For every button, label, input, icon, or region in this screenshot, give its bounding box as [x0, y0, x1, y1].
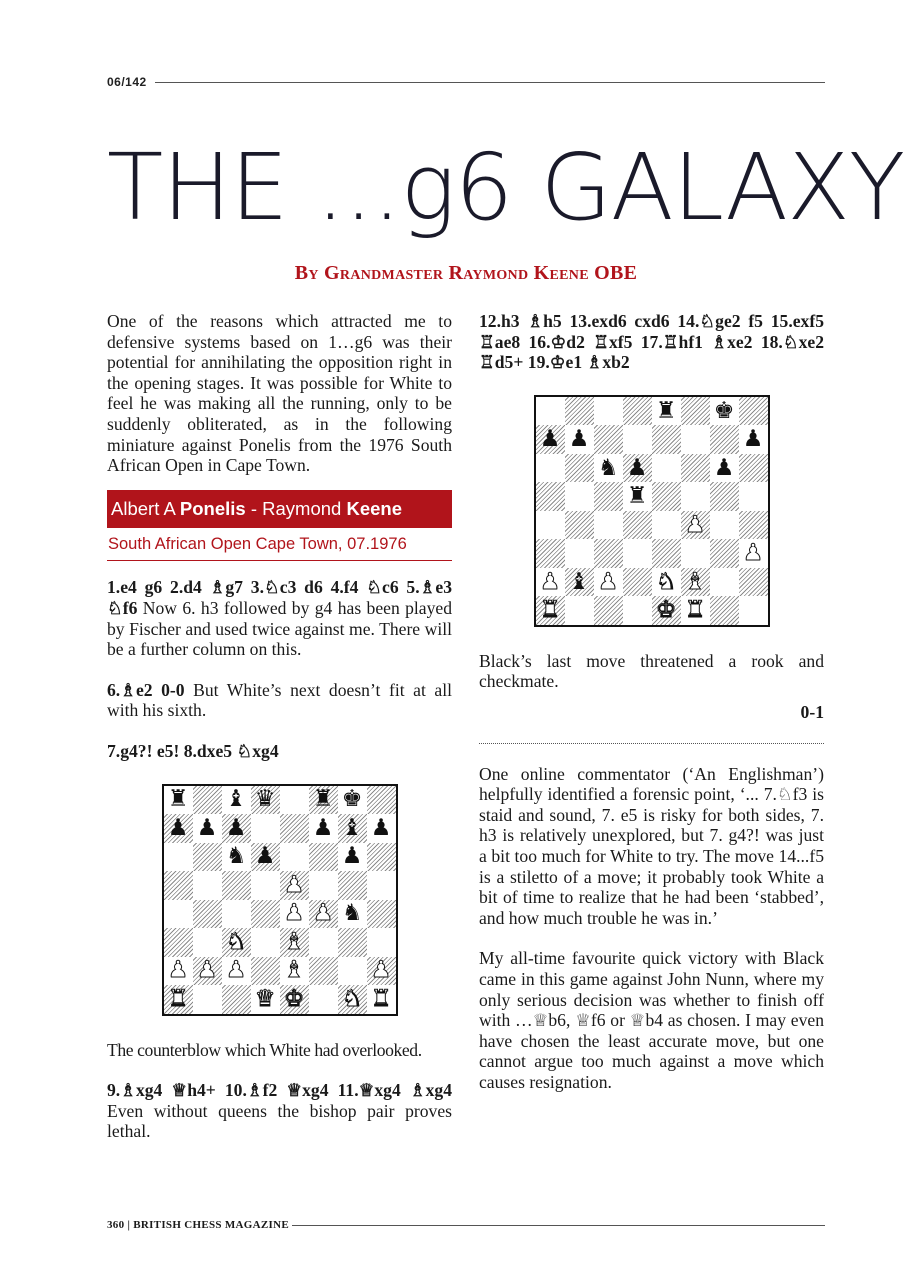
white-pawn-icon: ♟	[742, 540, 764, 567]
moves-4: 9.♗xg4 ♕h4+ 10.♗f2 ♕xg4 11.♕xg4 ♗xg4	[107, 1080, 452, 1101]
byline	[107, 262, 825, 285]
square-c6	[222, 843, 251, 872]
white-pawn-icon: ♟	[597, 568, 619, 595]
square-h6	[367, 843, 396, 872]
square-d3	[251, 928, 280, 957]
white-king-icon: ♚	[655, 597, 677, 624]
square-a6	[164, 843, 193, 872]
square-f6	[309, 843, 338, 872]
square-c8	[594, 397, 623, 426]
player-separator: - Raymond	[245, 497, 347, 519]
square-g3	[710, 539, 739, 568]
white-bishop-icon: ♝	[283, 957, 305, 984]
white-pawn-icon: ♟	[196, 957, 218, 984]
square-g6	[338, 843, 367, 872]
move-paragraph-4	[107, 1080, 452, 1142]
square-e7	[280, 814, 309, 843]
black-pawn-icon: ♟	[225, 814, 247, 841]
square-f8	[681, 397, 710, 426]
article-title: THE ...g6 GALAXY	[107, 134, 905, 241]
white-knight-icon: ♞	[225, 928, 247, 955]
square-h4	[739, 511, 768, 540]
square-a7	[164, 814, 193, 843]
left-column	[107, 311, 452, 1142]
square-g8	[338, 786, 367, 815]
square-b4	[565, 511, 594, 540]
square-d8	[623, 397, 652, 426]
square-b6	[565, 454, 594, 483]
square-f1	[309, 985, 338, 1014]
square-e6	[280, 843, 309, 872]
square-c1	[594, 596, 623, 625]
chess-diagram-2	[534, 395, 770, 627]
square-h7	[739, 425, 768, 454]
moves-3: 7.g4?! e5! 8.dxe5 ♘xg4	[107, 740, 279, 761]
black-pawn-icon: ♟	[713, 454, 735, 481]
square-f5	[681, 482, 710, 511]
white-queen-icon: ♛	[254, 985, 276, 1012]
black-queen-icon: ♛	[254, 786, 276, 813]
square-f2	[681, 568, 710, 597]
square-h2	[367, 957, 396, 986]
square-a2	[164, 957, 193, 986]
byline-text: By Grandmaster Raymond Keene OBE	[294, 262, 638, 284]
square-d6	[251, 843, 280, 872]
square-a4	[164, 900, 193, 929]
square-g2	[710, 568, 739, 597]
square-f8	[309, 786, 338, 815]
move-paragraph-5	[479, 311, 824, 373]
square-g6	[710, 454, 739, 483]
square-e6	[652, 454, 681, 483]
square-e1	[280, 985, 309, 1014]
square-h5	[367, 871, 396, 900]
square-c7	[594, 425, 623, 454]
square-f3	[309, 928, 338, 957]
square-e5	[280, 871, 309, 900]
square-b3	[565, 539, 594, 568]
square-d5	[251, 871, 280, 900]
square-c5	[594, 482, 623, 511]
square-e2	[652, 568, 681, 597]
square-f6	[681, 454, 710, 483]
square-g1	[338, 985, 367, 1014]
black-bishop-icon: ♝	[568, 568, 590, 595]
square-c8	[222, 786, 251, 815]
square-d3	[623, 539, 652, 568]
white-bishop-icon: ♝	[283, 928, 305, 955]
white-knight-icon: ♞	[655, 568, 677, 595]
black-knight-icon: ♞	[225, 843, 247, 870]
square-d5	[623, 482, 652, 511]
square-h3	[367, 928, 396, 957]
game-header	[107, 490, 452, 528]
diagram-2-wrap	[479, 395, 824, 627]
square-c2	[594, 568, 623, 597]
white-first-name: Albert A	[111, 497, 180, 519]
white-rook-icon: ♜	[370, 985, 392, 1012]
black-pawn-icon: ♟	[196, 814, 218, 841]
square-a3	[536, 539, 565, 568]
square-b3	[193, 928, 222, 957]
square-b6	[193, 843, 222, 872]
footer-text: 360 | BRITISH CHESS MAGAZINE	[107, 1217, 293, 1233]
square-b7	[193, 814, 222, 843]
moves-1: 1.e4 g6 2.d4 ♗g7 3.♘c3 d6 4.f4 ♘c6 5.♗e3 ♘f6	[107, 577, 452, 618]
square-g4	[338, 900, 367, 929]
black-knight-icon: ♞	[597, 454, 619, 481]
comment-2: But White’s next doesn’t fit at all with his sixth.	[107, 679, 452, 721]
square-b4	[193, 900, 222, 929]
black-last-name: Keene	[346, 497, 403, 519]
square-b8	[193, 786, 222, 815]
square-g7	[710, 425, 739, 454]
square-d1	[623, 596, 652, 625]
square-b2	[565, 568, 594, 597]
square-f7	[309, 814, 338, 843]
square-a1	[164, 985, 193, 1014]
square-h5	[739, 482, 768, 511]
white-pawn-icon: ♟	[167, 957, 189, 984]
square-a1	[536, 596, 565, 625]
square-g8	[710, 397, 739, 426]
header-rule	[155, 82, 825, 83]
white-knight-icon: ♞	[341, 985, 363, 1012]
square-g4	[710, 511, 739, 540]
page-header	[107, 74, 825, 90]
black-pawn-icon: ♟	[539, 426, 561, 453]
white-pawn-icon: ♟	[539, 568, 561, 595]
white-king-icon: ♚	[283, 985, 305, 1012]
comment-1: Now 6. h3 followed by g4 has been played by Fischer and used twice against me. There will be a further column on this.	[107, 597, 452, 660]
square-c3	[222, 928, 251, 957]
square-h4	[367, 900, 396, 929]
square-e8	[652, 397, 681, 426]
square-h1	[367, 985, 396, 1014]
black-pawn-icon: ♟	[167, 814, 189, 841]
square-d7	[623, 425, 652, 454]
square-d2	[623, 568, 652, 597]
white-rook-icon: ♜	[684, 597, 706, 624]
square-e3	[652, 539, 681, 568]
square-f1	[681, 596, 710, 625]
square-b7	[565, 425, 594, 454]
square-a6	[536, 454, 565, 483]
game-event: South African Open Cape Town, 07.1976	[107, 528, 452, 562]
intro-paragraph: One of the reasons which attracted me to defensive systems based on 1…g6 was their potential for annihilating the opposition right in the opening stages. It was possible for White to feel he was making all the running, only to be suddenly obliterated, as in the following miniature against Ponelis from the 1976 South African Open in Cape Town.	[107, 311, 452, 476]
white-rook-icon: ♜	[539, 597, 561, 624]
square-d2	[251, 957, 280, 986]
white-pawn-icon: ♟	[370, 957, 392, 984]
white-pawn-icon: ♟	[684, 511, 706, 538]
square-e8	[280, 786, 309, 815]
square-e7	[652, 425, 681, 454]
square-a4	[536, 511, 565, 540]
comment-4: Even without queens the bishop pair proves lethal.	[107, 1100, 452, 1142]
black-pawn-icon: ♟	[341, 843, 363, 870]
square-b5	[565, 482, 594, 511]
white-rook-icon: ♜	[167, 985, 189, 1012]
black-bishop-icon: ♝	[341, 814, 363, 841]
square-g2	[338, 957, 367, 986]
black-king-icon: ♚	[341, 786, 363, 813]
move-paragraph-1	[107, 577, 452, 659]
square-e5	[652, 482, 681, 511]
footer-rule	[292, 1225, 825, 1226]
white-pawn-icon: ♟	[283, 900, 305, 927]
square-h8	[367, 786, 396, 815]
game-result: 0-1	[800, 701, 824, 722]
square-g3	[338, 928, 367, 957]
square-f2	[309, 957, 338, 986]
move-paragraph-3	[107, 741, 452, 762]
right-column	[479, 311, 824, 1092]
square-c6	[594, 454, 623, 483]
white-pawn-icon: ♟	[312, 900, 334, 927]
square-e4	[280, 900, 309, 929]
square-e4	[652, 511, 681, 540]
square-c4	[594, 511, 623, 540]
square-g1	[710, 596, 739, 625]
square-d1	[251, 985, 280, 1014]
dotted-divider	[479, 743, 824, 744]
square-c1	[222, 985, 251, 1014]
square-c2	[222, 957, 251, 986]
square-h1	[739, 596, 768, 625]
white-pawn-icon: ♟	[225, 957, 247, 984]
square-b5	[193, 871, 222, 900]
square-f5	[309, 871, 338, 900]
white-pawn-icon: ♟	[283, 871, 305, 898]
moves-5: 12.h3 ♗h5 13.exd6 cxd6 14.♘ge2 f5 15.exf5 ♖ae8 16.♔d2 ♖xf5 17.♖hf1 ♗xe2 18.♘xe2 ♖d5+ 19.♔e1 ♗xb2	[479, 311, 824, 373]
chess-diagram-1	[162, 784, 398, 1016]
closing-paragraph: My all-time favourite quick victory with Black came in this game against John Nunn, where my only serious decision was whether to finish off with …♕b6, ♕f6 or ♕b4 as chosen. I may even have chosen the least accurate move, but one cannot argue too much against a move which causes resignation.	[479, 948, 824, 1092]
square-g5	[338, 871, 367, 900]
black-rook-icon: ♜	[655, 397, 677, 424]
black-rook-icon: ♜	[312, 786, 334, 813]
page-code: 06/142	[107, 74, 151, 90]
diagram-2-caption: Black’s last move threatened a rook and checkmate.	[479, 650, 824, 692]
square-h3	[739, 539, 768, 568]
square-a3	[164, 928, 193, 957]
black-pawn-icon: ♟	[370, 814, 392, 841]
square-a2	[536, 568, 565, 597]
page-footer	[107, 1217, 825, 1233]
square-h7	[367, 814, 396, 843]
square-f4	[681, 511, 710, 540]
black-pawn-icon: ♟	[312, 814, 334, 841]
black-knight-icon: ♞	[341, 900, 363, 927]
square-d6	[623, 454, 652, 483]
square-d4	[251, 900, 280, 929]
white-bishop-icon: ♝	[684, 568, 706, 595]
square-b1	[193, 985, 222, 1014]
square-h2	[739, 568, 768, 597]
square-a8	[536, 397, 565, 426]
square-a5	[536, 482, 565, 511]
square-h6	[739, 454, 768, 483]
square-h8	[739, 397, 768, 426]
square-c7	[222, 814, 251, 843]
square-a7	[536, 425, 565, 454]
commentary-paragraph: One online commentator (‘An Englishman’) helpfully identified a forensic point, ‘... 7.♘f3 is staid and sound, 7. e5 is risky for both sides, 7. h3 is relatively unexplored, but 7. g4?! was just a bit too much for White to try. The move 14...f5 is a stiletto of a move; it probably took White a bit of time to realize that he had been ‘stabbed’, and how much trouble he was in.’	[479, 763, 824, 928]
square-e2	[280, 957, 309, 986]
square-b1	[565, 596, 594, 625]
square-b2	[193, 957, 222, 986]
black-bishop-icon: ♝	[225, 786, 247, 813]
square-a8	[164, 786, 193, 815]
move-paragraph-2	[107, 680, 452, 721]
square-b8	[565, 397, 594, 426]
square-g7	[338, 814, 367, 843]
square-e3	[280, 928, 309, 957]
black-pawn-icon: ♟	[254, 843, 276, 870]
diagram-1-caption: The counterblow which White had overlooked.	[107, 1039, 422, 1060]
square-c4	[222, 900, 251, 929]
moves-2: 6.♗e2 0-0	[107, 679, 185, 700]
square-f4	[309, 900, 338, 929]
square-d4	[623, 511, 652, 540]
diagram-1-wrap	[107, 784, 452, 1016]
square-c5	[222, 871, 251, 900]
black-rook-icon: ♜	[167, 786, 189, 813]
black-pawn-icon: ♟	[626, 454, 648, 481]
square-d8	[251, 786, 280, 815]
black-rook-icon: ♜	[626, 483, 648, 510]
square-f3	[681, 539, 710, 568]
black-pawn-icon: ♟	[568, 426, 590, 453]
square-e1	[652, 596, 681, 625]
square-c3	[594, 539, 623, 568]
square-g5	[710, 482, 739, 511]
white-last-name: Ponelis	[179, 497, 246, 519]
square-f7	[681, 425, 710, 454]
square-a5	[164, 871, 193, 900]
square-d7	[251, 814, 280, 843]
black-pawn-icon: ♟	[742, 426, 764, 453]
black-king-icon: ♚	[713, 397, 735, 424]
